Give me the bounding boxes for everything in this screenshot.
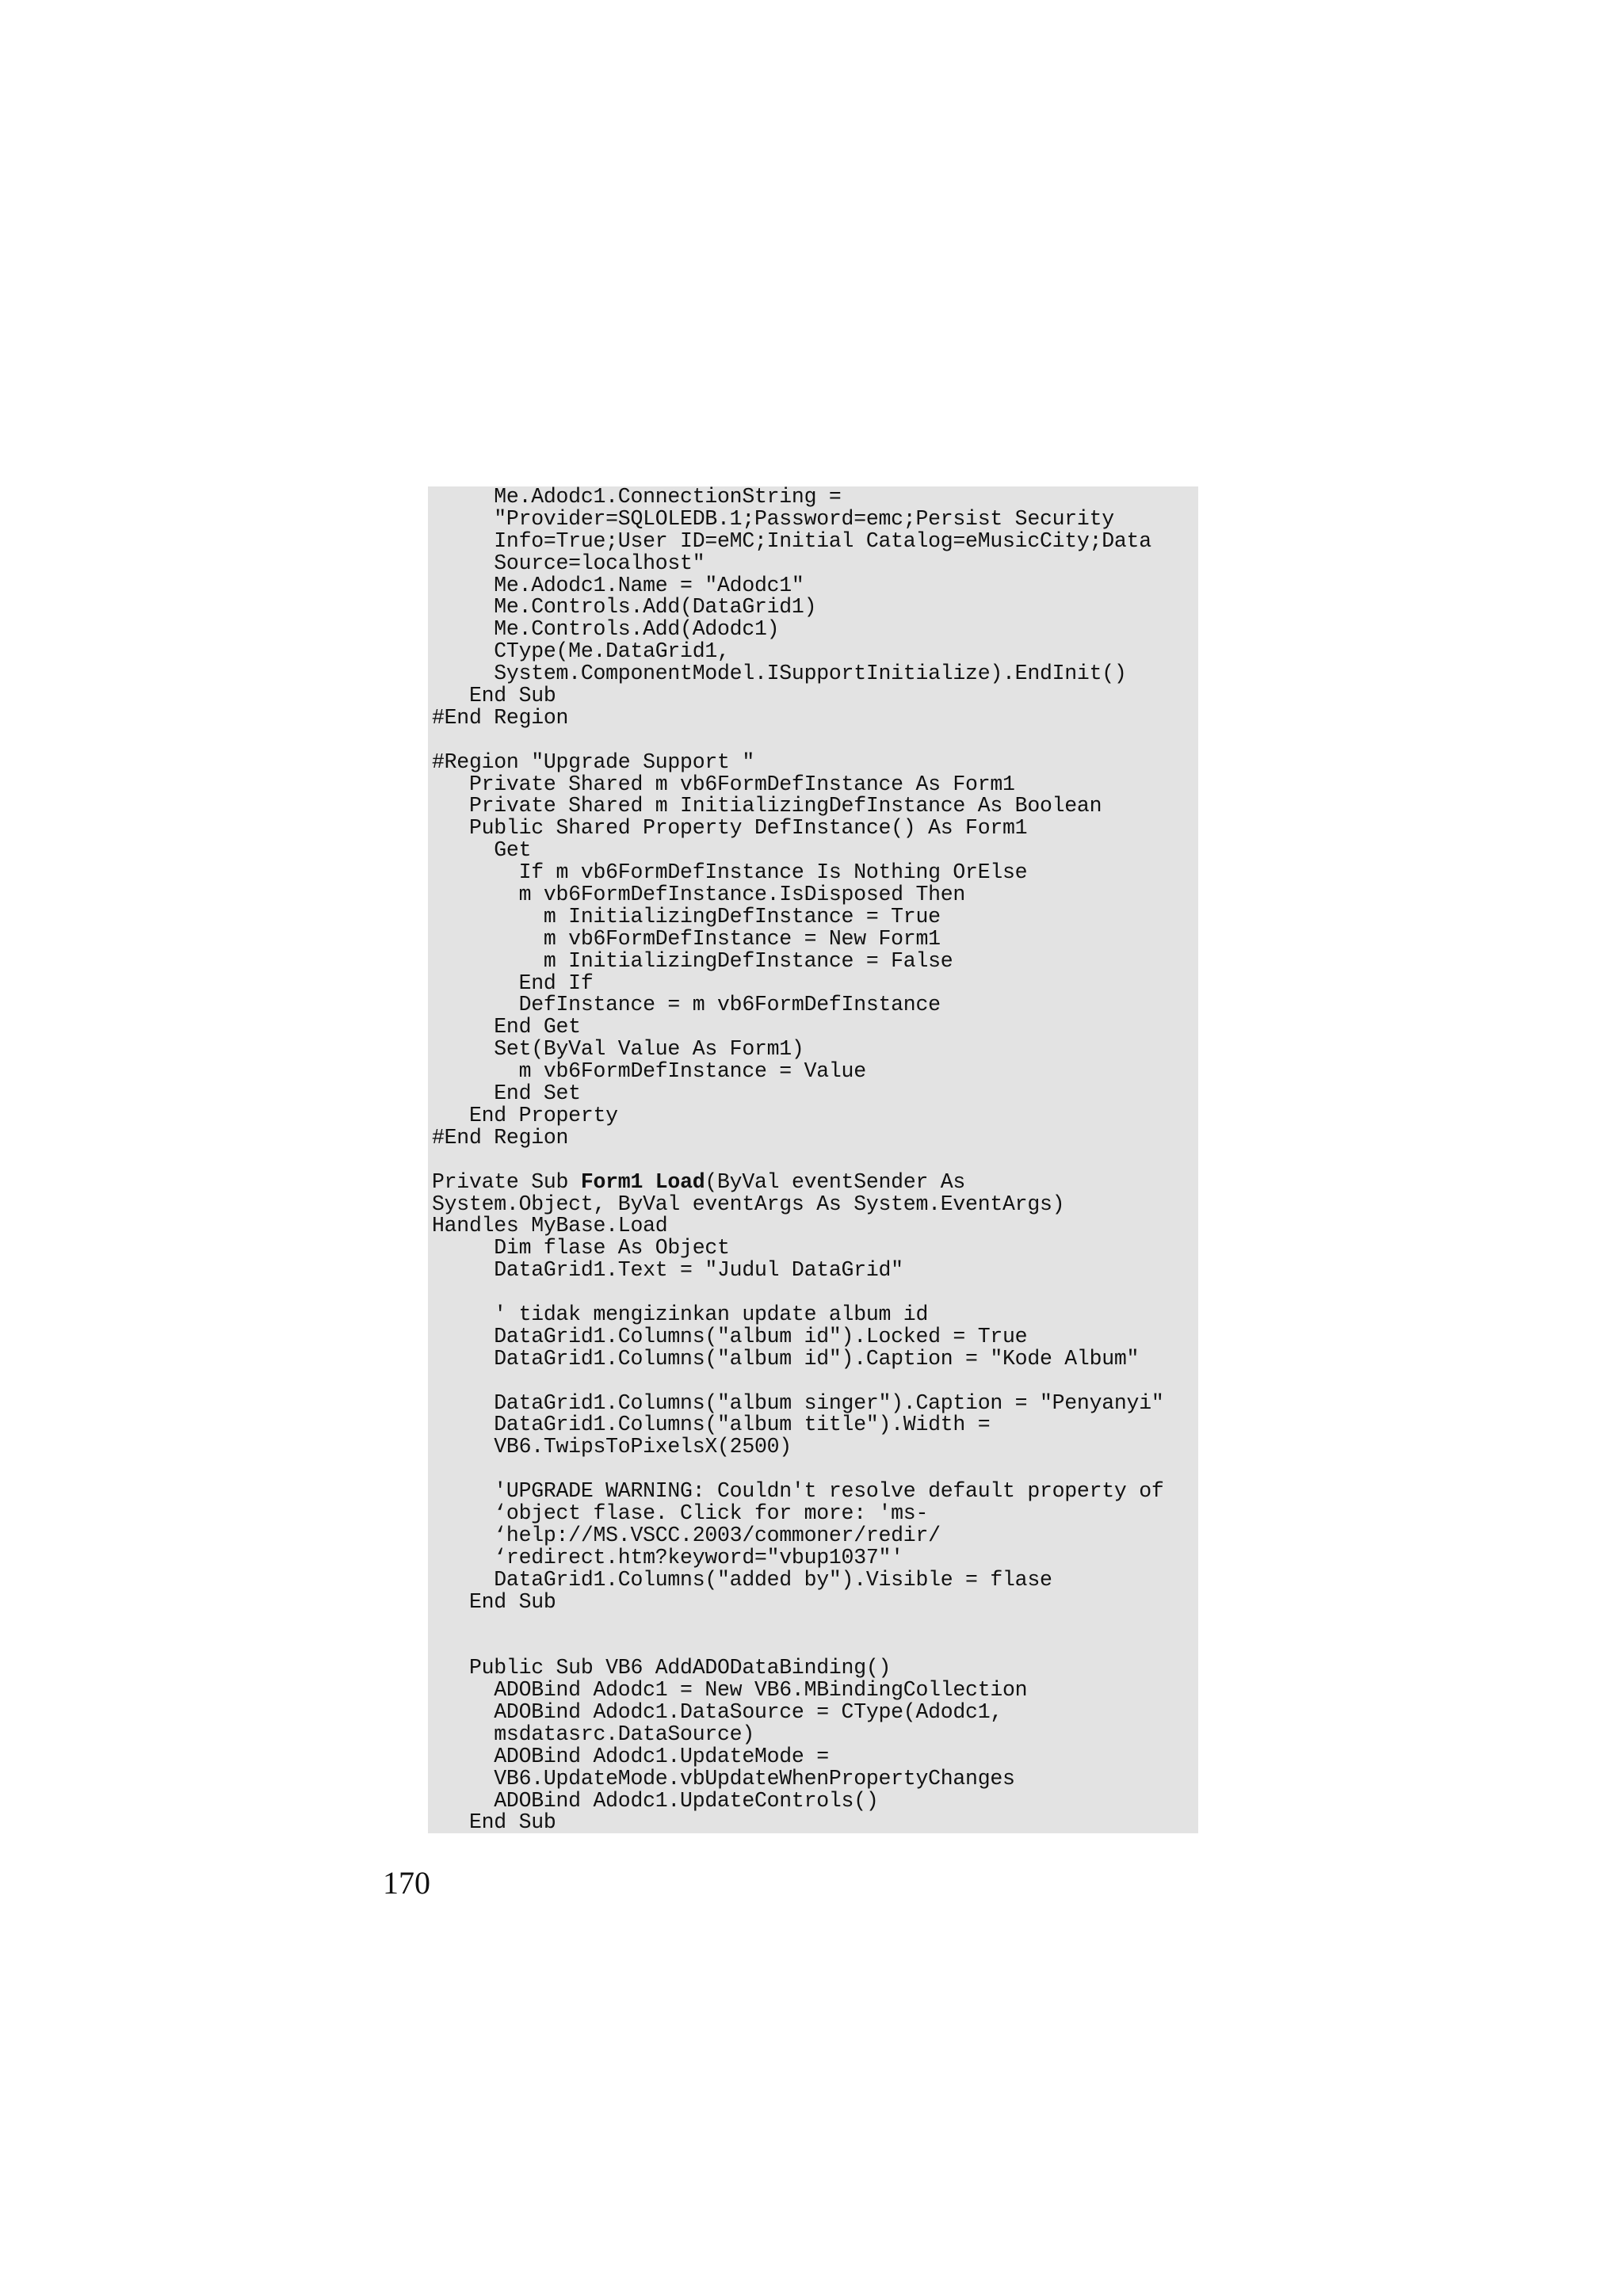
code-line: #Region "Upgrade Support " [432,749,754,774]
code-line: Public Shared Property DefInstance() As Form1 [432,816,1028,841]
code-line [432,1150,1198,1172]
code-line: ' tidak mengizinkan update album id [432,1302,929,1326]
code-line: DefInstance = m vb6FormDefInstance [432,993,941,1017]
code-line: ADOBind Adodc1 = New VB6.MBindingCollection [432,1678,1028,1703]
code-line: VB6.UpdateMode.vbUpdateWhenPropertyChanges [432,1766,1015,1791]
code-line: #End Region [432,705,569,730]
code-line: DataGrid1.Columns("album id").Locked = True [432,1324,1028,1348]
code-line: ADOBind Adodc1.UpdateMode = [432,1744,829,1768]
code-line: CType(Me.DataGrid1, [432,639,730,664]
code-line: System.ComponentModel.ISupportInitialize).EndInit() [432,662,1127,686]
page-number: 170 [383,1865,430,1901]
code-line: DataGrid1.Columns("album title").Width = [432,1413,991,1437]
code-line: Private Shared m vb6FormDefInstance As Form1 [432,772,1015,796]
code-line: Me.Adodc1.ConnectionString = [432,486,842,509]
code-line: msdatasrc.DataSource) [432,1722,754,1746]
code-line [432,1613,1198,1635]
code-line: End Sub [432,1810,556,1833]
code-line: m InitializingDefInstance = False [432,948,953,973]
code-line: 'UPGRADE WARNING: Couldn't resolve default property of [432,1479,1164,1504]
code-line: If m vb6FormDefInstance Is Nothing OrElse [432,860,1028,885]
code-line: DataGrid1.Columns("added by").Visible = flase [432,1567,1052,1592]
code-line: ‘redirect.htm?keyword="vbup1037"' [432,1545,903,1569]
code-line: Get [432,838,532,863]
code-line: End Sub [432,684,556,708]
code-text: Private Sub [432,1169,581,1194]
code-line: Me.Controls.Add(Adodc1) [432,617,780,642]
code-bold-identifier: Form1 Load [580,1169,705,1194]
code-line: Set(ByVal Value As Form1) [432,1037,804,1062]
code-line: "Provider=SQLOLEDB.1;Password=emc;Persist Security [432,506,1114,531]
code-line: VB6.TwipsToPixelsX(2500) [432,1435,792,1459]
code-line: Handles MyBase.Load [432,1214,668,1238]
code-line: End Get [432,1015,581,1039]
code-listing [428,486,1198,1833]
code-line: Me.Controls.Add(DataGrid1) [432,595,817,620]
code-line: System.Object, ByVal eventArgs As System.EventArgs) [432,1192,1065,1216]
code-line: End Property [432,1103,618,1127]
code-line: Private Shared m InitializingDefInstance As Boolean [432,794,1102,818]
code-line: m vb6FormDefInstance = New Form1 [432,926,941,951]
code-line: ADOBind Adodc1.UpdateControls() [432,1788,879,1813]
code-line [432,1371,1198,1393]
code-line [432,1169,1198,1194]
code-line: m vb6FormDefInstance.IsDisposed Then [432,883,966,907]
code-line: m InitializingDefInstance = True [432,904,941,929]
code-line: End If [432,971,594,995]
code-line: ‘object flase. Click for more: 'ms- [432,1501,929,1525]
code-line: ‘help://MS.VSCC.2003/commoner/redir/ [432,1523,941,1547]
code-line: Me.Adodc1.Name = "Adodc1" [432,573,804,597]
code-text: (ByVal eventSender As [705,1169,966,1194]
code-line: m vb6FormDefInstance = Value [432,1059,866,1084]
code-line [432,1459,1198,1481]
code-line: DataGrid1.Columns("album id").Caption = "Kode Album" [432,1346,1140,1371]
code-line: #End Region [432,1125,569,1150]
code-line: End Set [432,1081,581,1106]
code-line [432,730,1198,752]
code-line: DataGrid1.Columns("album singer").Caption = "Penyanyi" [432,1390,1164,1415]
code-line: Public Sub VB6 AddADODataBinding() [432,1656,892,1680]
code-line: Source=localhost" [432,551,705,575]
code-line: Info=True;User ID=eMC;Initial Catalog=eMusicCity;Data [432,528,1151,553]
code-line [432,1282,1198,1304]
code-line: Dim flase As Object [432,1236,730,1261]
code-line: End Sub [432,1589,556,1614]
code-line [432,1635,1198,1657]
code-line: ADOBind Adodc1.DataSource = CType(Adodc1, [432,1699,1003,1724]
code-line: DataGrid1.Text = "Judul DataGrid" [432,1258,903,1283]
